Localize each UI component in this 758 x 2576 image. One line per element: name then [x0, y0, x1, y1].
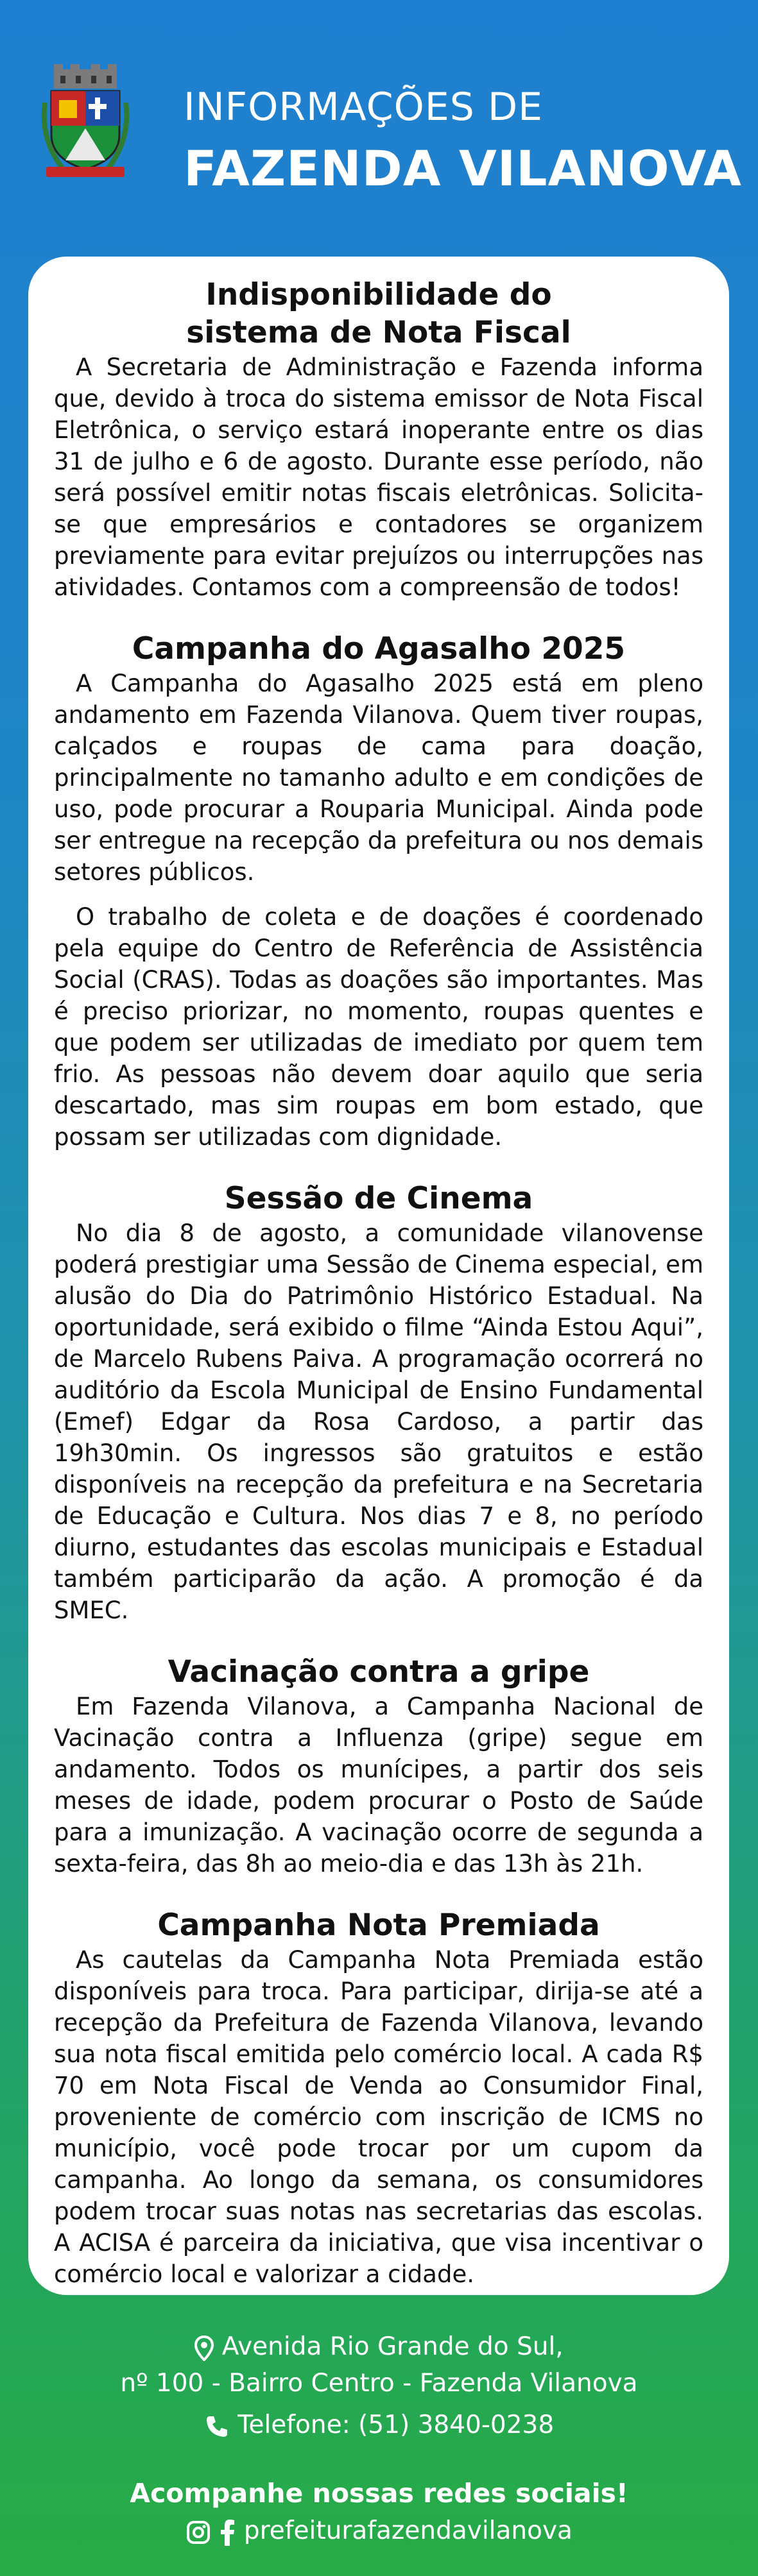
section-nota-premiada: [54, 1906, 703, 2290]
address-line2: nº 100 - Bairro Centro - Fazenda Vilanova: [120, 2369, 638, 2398]
location-pin-icon: [194, 2335, 214, 2361]
social-heading: Acompanhe nossas redes sociais!: [130, 2478, 628, 2509]
news-content: [54, 276, 703, 2317]
section-cinema: [54, 1180, 703, 1626]
section-paragraph: Em Fazenda Vilanova, a Campanha Nacional de Vacinação contra a Influenza (gripe) segue em andamento. Todos os munícipes, a partir dos seis meses de idade, podem procurar o Posto de Saúde para a imunização. A vacinação ocorre de segunda a sexta-feira, das 8h ao meio-dia e das 13h às 21h.: [54, 1693, 703, 1877]
section-title: Campanha do Agasalho 2025: [132, 631, 626, 666]
phone-icon: [204, 2414, 230, 2439]
section-paragraph: A Secretaria de Administração e Fazenda informa que, devido à troca do sistema emissor de Nota Fiscal Eletrônica, o serviço estará inoperante entre os dias 31 de julho e 6 de agosto. Durante esse período, não será possível emitir notas fiscais eletrônicas. Solicita-se que empresários e contadores se organizem previamente para evitar prejuízos ou interrupções nas atividades. Contamos com a compreensão de todos!: [54, 353, 703, 601]
section-title: Campanha Nota Premiada: [157, 1908, 600, 1943]
page-footer: [0, 2328, 758, 2549]
phone-row: [0, 2407, 758, 2443]
section-paragraph: A Campanha do Agasalho 2025 está em pleno andamento em Fazenda Vilanova. Quem tiver roupas, calçados e roupas de cama para doação, principalmente no tamanho adulto e em condições de uso, pode procurar a Rouparia Municipal. Ainda pode ser entregue na recepção da prefeitura ou nos demais setores públicos.: [54, 670, 703, 886]
section-paragraph: As cautelas da Campanha Nota Premiada estão disponíveis para troca. Para participar, dirija-se até a recepção da Prefeitura de Fazenda Vilanova, levando sua nota fiscal emitida pelo comércio local. A cada R$ 70 em Nota Fiscal de Venda ao Consumidor Final, proveniente de comércio com inscrição de ICMS no município, você pode trocar por um cupom da campanha. Ao longo da semana, os consumidores podem trocar suas notas nas secretarias das escolas. A ACISA é parceira da iniciativa, que visa incentivar o comércio local e valorizar a cidade.: [54, 1946, 703, 2288]
section-title: [54, 276, 703, 352]
section-nota-fiscal: [54, 276, 703, 603]
phone-number[interactable]: Telefone: (51) 3840-0238: [237, 2411, 555, 2439]
section-paragraph: No dia 8 de agosto, a comunidade vilanovense poderá prestigiar uma Sessão de Cinema especial, em alusão do Dia do Patrimônio Histórico Estadual. Na oportunidade, será exibido o filme “Ainda Estou Aqui”, de Marcelo Rubens Paiva. A programação ocorrerá no auditório da Escola Municipal de Ensino Fundamental (Emef) Edgar da Rosa Cardoso, a partir das 19h30min. Os ingressos são gratuitos e estão disponíveis na recepção da prefeitura e na Secretaria de Educação e Cultura. Nos dias 7 e 8, no período diurno, estudantes das escolas municipais e Estadual também participarão da ação. A promoção é da SMEC.: [54, 1219, 703, 1624]
section-agasalho: [54, 630, 703, 1153]
header-title-line1: INFORMAÇÕES DE: [184, 85, 544, 130]
social-row: [0, 2512, 758, 2549]
section-title: Sessão de Cinema: [224, 1181, 533, 1216]
coat-of-arms-icon: [40, 64, 131, 178]
section-paragraph: O trabalho de coleta e de doações é coordenado pela equipe do Centro de Referência de Assistência Social (CRAS). Todas as doações são importantes. Mas é preciso priorizar, no momento, roupas quentes e que podem ser utilizadas de imediato por quem tem frio. As pessoas não devem doar aquilo que seria descartado, mas sim roupas em bom estado, que possam ser utilizadas com dignidade.: [54, 903, 703, 1151]
social-handle[interactable]: prefeiturafazendavilanova: [243, 2516, 573, 2545]
address-line1-row: [0, 2328, 758, 2365]
header-title-line2: FAZENDA VILANOVA: [184, 140, 742, 197]
section-title-line1: Indisponibilidade do: [205, 277, 552, 312]
facebook-icon[interactable]: [219, 2519, 236, 2546]
address-line1: Avenida Rio Grande do Sul,: [221, 2332, 564, 2361]
page-header: [0, 0, 758, 257]
section-title-line2: sistema de Nota Fiscal: [186, 315, 571, 350]
section-vacinacao: [54, 1653, 703, 1879]
instagram-icon[interactable]: [185, 2520, 211, 2545]
section-title: Vacinação contra a gripe: [168, 1654, 590, 1690]
